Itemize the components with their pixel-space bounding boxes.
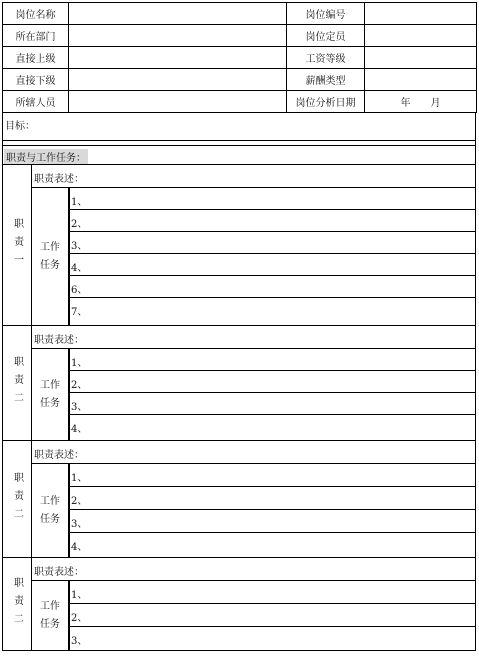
field-value[interactable] [69,91,287,113]
duty-description-label: 职责表述： [34,450,84,461]
field-label: 所在部门 [3,25,69,47]
work-tasks-label-text: 工作任务 [40,241,60,271]
task-item-number: 6、 [71,285,88,296]
goal-label: 目标： [5,121,35,132]
task-item-row[interactable] [70,232,475,254]
task-items [70,349,475,440]
duty-description-field[interactable] [32,441,475,464]
duties-title-label: 职责与工作任务： [4,149,88,164]
duty-description-label: 职责表述： [34,174,84,185]
work-tasks-label [32,581,70,650]
task-item-row[interactable] [70,627,475,649]
duties-container [2,165,476,651]
task-item-row[interactable] [70,604,475,627]
task-item-number: 4、 [71,263,88,274]
duties-section-title [2,145,476,165]
duty-label-text: 职责二 [11,577,23,631]
work-tasks-label [32,188,70,325]
info-row [3,3,477,25]
field-value[interactable] [365,69,477,91]
task-item-number: 2、 [71,380,88,391]
field-value[interactable] [69,25,287,47]
work-tasks-label-text: 工作任务 [40,379,60,409]
field-value[interactable] [365,3,477,25]
duty-description-field[interactable] [32,558,475,581]
field-value[interactable] [69,69,287,91]
field-label: 薪酬类型 [287,69,365,91]
task-item-row[interactable] [70,298,475,319]
task-item-row[interactable] [70,581,475,604]
field-label: 直接上级 [3,47,69,69]
field-value[interactable] [69,3,287,25]
duty-description-label: 职责表述： [34,335,84,346]
duty-block [2,326,476,441]
field-label: 岗位名称 [3,3,69,25]
task-items [70,464,475,557]
work-tasks-label [32,349,70,440]
task-item-row[interactable] [70,510,475,533]
info-row [3,47,477,69]
field-value[interactable] [365,25,477,47]
task-item-number: 1、 [71,473,88,484]
task-item-row[interactable] [70,210,475,232]
task-item-number: 1、 [71,590,88,601]
field-label: 岗位编号 [287,3,365,25]
field-label: 所辖人员 [3,91,69,113]
task-item-number: 3、 [71,636,88,647]
task-item-number: 2、 [71,219,88,230]
field-value[interactable] [69,47,287,69]
task-item-number: 3、 [71,519,88,530]
duty-block [2,165,476,326]
task-item-number: 3、 [71,241,88,252]
task-item-number: 7、 [71,307,88,318]
task-item-number: 4、 [71,424,88,435]
duty-description-field[interactable] [32,326,475,349]
task-item-row[interactable] [70,371,475,393]
task-item-number: 4、 [71,542,88,553]
task-item-number: 1、 [71,358,88,369]
task-item-row[interactable] [70,464,475,487]
task-item-row[interactable] [70,254,475,276]
job-description-form [2,2,476,651]
task-item-row[interactable] [70,533,475,555]
duty-block [2,441,476,558]
task-item-row[interactable] [70,393,475,415]
duty-description-field[interactable] [32,165,475,188]
task-item-row[interactable] [70,276,475,298]
work-tasks-label [32,464,70,557]
task-items [70,188,475,325]
task-item-number: 1、 [71,197,88,208]
field-label: 岗位定员 [287,25,365,47]
field-value[interactable] [365,47,477,69]
duty-label [3,326,32,440]
duty-label-text: 职责一 [11,218,23,272]
position-info-table [2,2,477,113]
field-value[interactable]: 年 月 [365,91,477,113]
field-label: 直接下级 [3,69,69,91]
task-item-number: 3、 [71,402,88,413]
task-item-row[interactable] [70,415,475,436]
task-item-row[interactable] [70,349,475,371]
task-item-row[interactable] [70,487,475,510]
duty-label-text: 职责二 [11,472,23,526]
info-row [3,91,477,113]
task-items [70,581,475,650]
task-item-number: 2、 [71,613,88,624]
duty-label [3,165,32,325]
duty-label [3,558,32,650]
task-item-row[interactable] [70,188,475,210]
info-row [3,69,477,91]
task-item-number: 2、 [71,496,88,507]
duty-label-text: 职责二 [11,356,23,410]
goal-field[interactable] [2,113,476,141]
info-row [3,25,477,47]
field-label: 工资等级 [287,47,365,69]
duty-block [2,558,476,651]
field-label: 岗位分析日期 [287,91,365,113]
duty-description-label: 职责表述： [34,567,84,578]
work-tasks-label-text: 工作任务 [40,495,60,525]
duty-label [3,441,32,557]
work-tasks-label-text: 工作任务 [40,600,60,630]
